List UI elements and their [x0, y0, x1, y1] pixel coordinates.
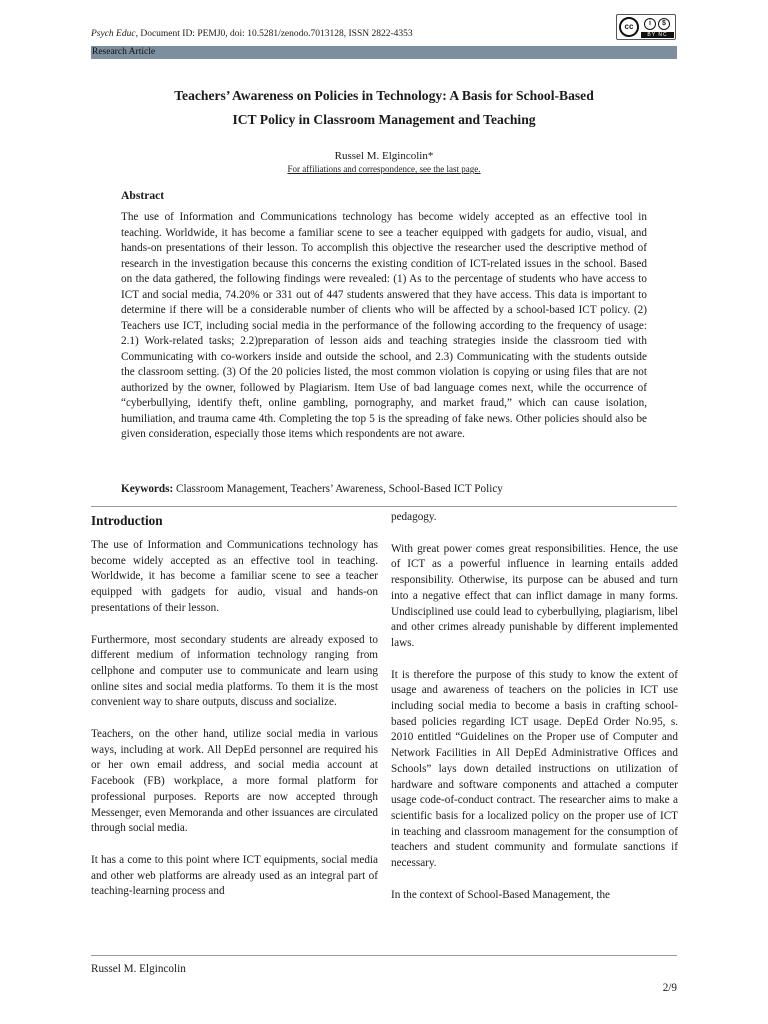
- footer-divider: [91, 955, 677, 956]
- paragraph: In the context of School-Based Management, the: [391, 888, 611, 901]
- footer-author: Russel M. Elgincolin: [91, 963, 186, 975]
- right-column: [391, 510, 678, 919]
- article-type-label: Research Article: [92, 47, 156, 57]
- creative-commons-license-badge[interactable]: [616, 14, 676, 40]
- keywords-label: Keywords:: [121, 483, 174, 495]
- page-number: 2/9: [662, 982, 677, 994]
- cc-icon: cc: [619, 17, 639, 37]
- author-name: Russel M. Elgincolin*: [334, 150, 434, 162]
- abstract-heading: Abstract: [121, 189, 165, 202]
- citation-header: [91, 29, 413, 39]
- article-type-bar: [91, 46, 677, 59]
- paper-title-line-2: ICT Policy in Classroom Management and Teaching: [232, 112, 536, 127]
- left-column: [91, 538, 378, 916]
- keywords: [121, 483, 661, 495]
- abstract-text: The use of Information and Communications technology has become widely accepted as an effective tool in teaching. Worldwide, it has become a familiar scene to see a teacher equipped with gadgets for audio, visual, and hands-on presentations of their lesson. To accomplish this objective the researcher used the descriptive method of research in the investigation because this concerns the existing condition of ICT-related issues in the school. Based on the data gathered, the following findings were revealed: (1) As to the percentage of students who have access to ICT and social media, 74.20% or 331 out of 447 students answered that they have access. This data is important to determine if there will be a considerable number of clients who will be affected by a school-based ICT policy. (2) Teachers use ICT, including social media in the performance of the following according to the frequency of usage: 2.1) Work-related tasks; 2.2)preparation of lesson aids and teaching strategies inside the classroom tied with Communicating with co-workers inside and outside the school, and 2.3) Communicating with the students outside the classroom setting. (3) Of the 20 policies listed, the most common violation is copying or using files that are not authorized by the owner, followed by Plagiarism. Item Use of bad language comes next, while the occurrence of “cyberbullying, identify theft, online gambling, pornography, and market fraud,” which can cause isolation, humiliation, and trauma came 4th. Completing the top 5 is the spreading of fake news. Other policies should also be given consideration, especially those items which respondents are not aware.: [121, 211, 647, 440]
- noncommercial-icon: $: [658, 18, 670, 30]
- paragraph: It has a come to this point where ICT equipments, social media and other web platforms are already used as an integral part of teaching-learning process and: [91, 853, 378, 898]
- paragraph: Furthermore, most secondary students are already exposed to different medium of information technology ranging from cellphone and computer use to communicate and learn using online sites and social media platforms. To them it is the most convenient way to share outputs, discuss and socialize.: [91, 633, 378, 709]
- paragraph: It is therefore the purpose of this study to know the extent of usage and awareness of teachers on the policies in ICT use including social media to become a basis in crafting school-based policies regarding ICT usage. DepEd Order No.95, s. 2010 entitled “Guidelines on the Proper use of Computer and Network Facilities in All DepEd Administrative Offices and Schools” lays down detailed instructions on utilization of hardware and software components and attached a computer usage code-of-conduct contract. The researcher aims to make a scientific basis for a localized policy on the proper use of ICT in teaching and classroom management for the consumption of teachers and student community and formulate sanctions if necessary.: [391, 668, 678, 870]
- attribution-icon: i: [644, 18, 656, 30]
- keywords-text: Classroom Management, Teachers’ Awareness, School-Based ICT Policy: [173, 483, 503, 495]
- paper-title-line-1: Teachers’ Awareness on Policies in Technology: A Basis for School-Based: [174, 88, 594, 103]
- affiliation-link[interactable]: For affiliations and correspondence, see the last page.: [287, 164, 481, 174]
- paragraph: With great power comes great responsibilities. Hence, the use of ICT as a powerful influence in learning entails added responsibility. Otherwise, its purpose can be abused and turn into a negative effect that can inflict damage in many forms. Undisciplined use could lead to cyberbullying, plagiarism, libel and other crimes already punishable by different implemented laws.: [391, 542, 678, 649]
- paragraph: Teachers, on the other hand, utilize social media in various ways, including at work. All DepEd personnel are required his or her own email address, and social media account at Facebook (FB) workplace, a more formal platform for professional purposes. Reports are now accepted through Messenger, even Memoranda and other issuances are circulated through social media.: [91, 728, 378, 835]
- introduction-heading: Introduction: [91, 513, 163, 528]
- paragraph: The use of Information and Communications technology has become widely accepted as an effective tool in teaching. Worldwide, it has become a familiar scene to see a teacher equipped with gadgets for audio, visual and hands-on presentations of their lesson.: [91, 539, 378, 614]
- section-divider: [91, 506, 677, 507]
- citation-text: , Document ID: PEMJ0, doi: 10.5281/zenodo.7013128, ISSN 2822-4353: [135, 29, 413, 39]
- license-strip: BY NC: [641, 32, 674, 38]
- paragraph: pedagogy.: [391, 511, 437, 523]
- journal-name: Psych Educ: [91, 29, 136, 39]
